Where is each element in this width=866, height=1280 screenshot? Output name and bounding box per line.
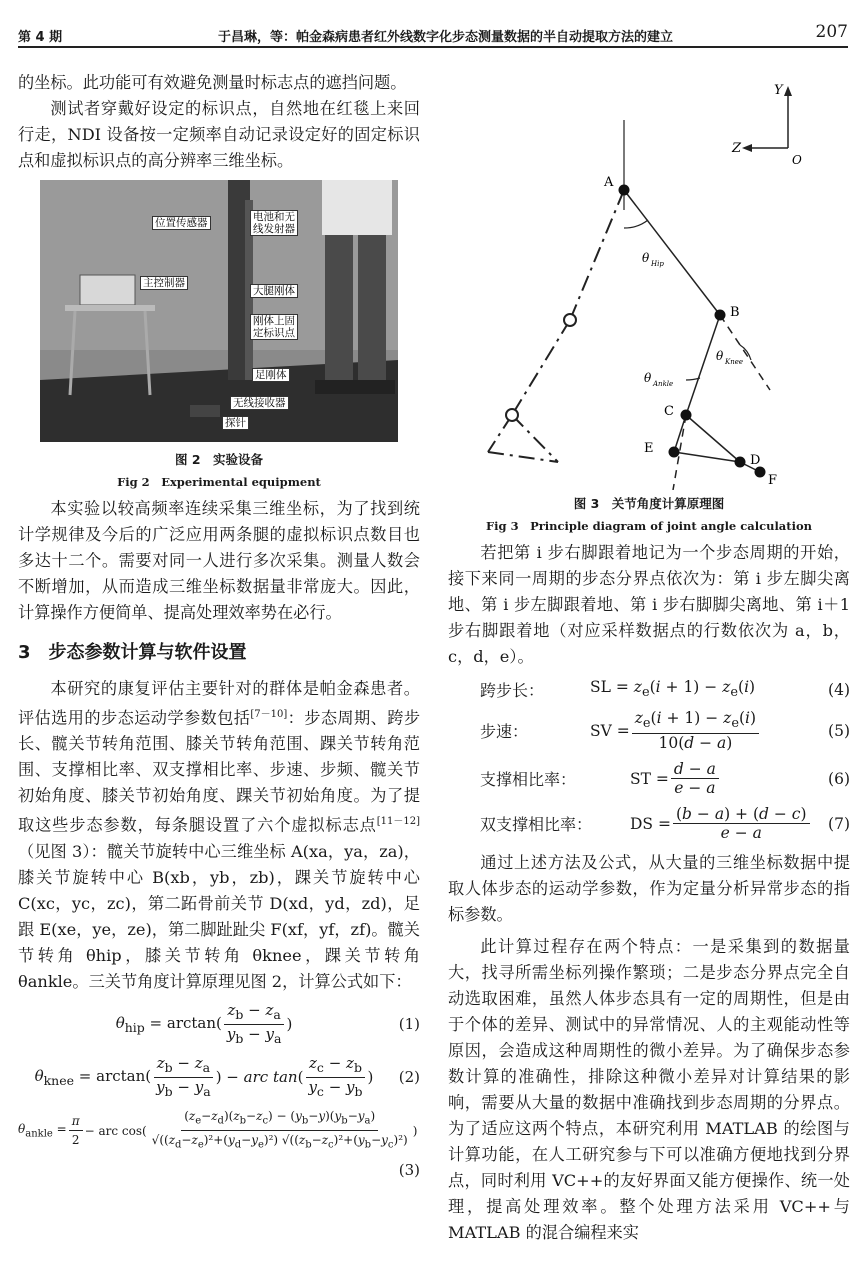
- right-column: [448, 60, 850, 1246]
- paragraph-parameters: [18, 676, 420, 995]
- joint-angle-diagram: [448, 60, 850, 490]
- figure-3-diagram: [448, 60, 850, 490]
- label-rigid-body-markers: 刚体上固 定标识点: [250, 314, 298, 340]
- point-c-ankle: [681, 410, 692, 421]
- figure-2-caption-cn: 图 2 实验设备: [174, 452, 264, 467]
- left-column: [18, 70, 420, 1179]
- left-knee-marker: [564, 314, 576, 326]
- point-b-label: B: [730, 305, 740, 320]
- equation-7-number: (7): [828, 814, 850, 833]
- equation-4: 跨步长： SL = $z_e(i + 1) - z_e(i)$ (4): [448, 678, 850, 701]
- equation-6-label: 支撑相比率：: [480, 770, 577, 790]
- figure-3-caption-en: Fig 3 Principle diagram of joint angle calculation: [486, 519, 812, 533]
- paragraph-parameters-part-3: （见图 3）：髋关节旋转中心三维坐标 A(xa，ya，za)，膝关节旋转中心 B(xb，yb，zb)，踝关节旋转中心 C(xc，yc，zc)，第二跖骨前关节 D(xd，yd，zd)，足跟 E(xe，ye，ze)，第二脚趾趾尖 F(xf，yf，zf)。髋关节转角 θhip，膝关节转角 θknee，踝关节转角 θankle。三关节角度计算原理见图 2，计算公式如下：: [18, 841, 420, 991]
- theta-hip-label: θ: [642, 251, 650, 265]
- citation-11-12: [11－12]: [376, 816, 420, 828]
- label-battery-transmitter: 电池和无 线发射器: [250, 210, 298, 236]
- label-wireless-receiver: 无线接收器: [230, 396, 289, 410]
- label-main-controller: 主控制器: [140, 276, 188, 290]
- section-title: 3 步态参数计算与软件设置: [18, 642, 247, 663]
- point-a-label: A: [604, 175, 614, 190]
- point-b-knee: [715, 310, 726, 321]
- shank-segment: [686, 315, 720, 415]
- equation-5: 步速： SV = $\frac{z_e(i + 1) - z_e(i)}{10(d - a)}$ (5): [448, 709, 850, 752]
- label-probe: 探针: [222, 416, 249, 430]
- equation-1: $\theta_{hip} = \arctan$( $\frac{z_b - z_a}{y_b - y_a}$ ) (1): [115, 1000, 420, 1046]
- paragraph-intro: 的坐标。此功能可有效避免测量时标志点的遮挡问题。: [18, 73, 407, 92]
- equipment-photo-illustration: [40, 180, 398, 442]
- left-foot-dashdot: [488, 452, 558, 462]
- point-d-metatarsal: [735, 457, 746, 468]
- issue-label: 第 4 期: [18, 30, 63, 45]
- paragraph-sampling: 本实验以较高频率连续采集三维坐标，为了找到统计学规律及今后的广泛应用两条腿的虚拟标识点数目也多达十二个。需要对同一人进行多次采集。测量人数会不断增加，从而造成三维坐标数据量非常庞大。因此，计算操作方便简单、提高处理效率势在必行。: [18, 499, 420, 622]
- equation-7-label: 双支撑相比率：: [480, 815, 593, 835]
- equation-4-label: 跨步长：: [480, 681, 545, 700]
- citation-7-10: [7－10]: [250, 709, 288, 720]
- theta-hip-subscript: Hip: [651, 260, 664, 268]
- paragraph-parameters-part-1: 本研究的康复评估主要针对的群体是帕金森患者。评估选用的步态运动学参数包括: [18, 679, 420, 728]
- running-title: 于昌琳，等：帕金森病患者红外线数字化步态测量数据的半自动提取方法的建立: [218, 30, 674, 45]
- paragraph-gait-cycle: 若把第 i 步右脚跟着地记为一个步态周期的开始，接下来同一周期的步态分界点依次为：第 i 步左脚尖离地、第 i 步左脚跟着地、第 i 步右脚脚尖离地、第 i＋1 步右脚跟着地（对应采样数据点的行数依次为 a，b，c，d，e）。: [448, 543, 850, 666]
- point-f-label: F: [768, 473, 778, 488]
- point-e-heel: [669, 447, 680, 458]
- figure-2-photo: [40, 180, 398, 442]
- point-d-label: D: [750, 453, 761, 468]
- theta-ankle-subscript: Ankle: [653, 380, 674, 388]
- left-ankle-foot-dashdot: [512, 415, 558, 462]
- equation-3: $\theta_{ankle}$ = $\frac{\pi}{2}$ − arc cos( $\frac{(z_e-z_d)(z_b-z_c) - (y_b-y)(y_b-y_a)}{√((z_d-z_e)^2+(y_d-y_e)^2) √((z_b-z_c)^2+(y_b-y_c)^2)}$ ): [18, 1108, 418, 1151]
- equation-6: 支撑相比率： ST = $\frac{d - a}{e - a}$ (6): [448, 760, 850, 797]
- thigh-extension-dashed: [720, 315, 770, 390]
- equation-1-number: (1): [398, 1015, 420, 1034]
- paragraph-extraction: 通过上述方法及公式，从大量的三维坐标数据中提取人体步态的运动学参数，作为定量分析异常步态的指标参数。: [448, 853, 850, 925]
- paragraph-parameters-part-2: ：步态周期、跨步长、髋关节转角范围、膝关节转角范围、踝关节转角范围、支撑相比率、双支撑相比率、步速、步频、髋关节初始角度、膝关节初始角度、踝关节初始角度。为了提取这些步态参数，每条腿设置了六个虚拟标志点: [18, 708, 421, 835]
- label-thigh-rigid-body: 大腿刚体: [250, 284, 298, 298]
- axis-y-label: Y: [774, 83, 783, 98]
- point-c-label: C: [664, 404, 674, 419]
- axis-o-label: O: [792, 153, 802, 167]
- page-number: 207: [815, 22, 848, 42]
- point-a-hip: [619, 185, 630, 196]
- y-axis-arrow: [784, 86, 792, 96]
- paragraph-wearing: 测试者穿戴好设定的标识点，自然地在红毯上来回行走，NDI 设备按一定频率自动记录设定好的固定标识点和虚拟标识点的高分辨率三维坐标。: [18, 99, 420, 170]
- thigh-segment: [624, 190, 720, 315]
- theta-knee-label: θ: [716, 349, 724, 363]
- equation-3-number: (3): [398, 1160, 420, 1179]
- figure-3-caption-cn: 图 3 关节角度计算原理图: [573, 496, 725, 511]
- point-f-toe: [755, 467, 766, 478]
- label-foot-rigid-body: 足刚体: [252, 368, 290, 382]
- equation-6-number: (6): [828, 769, 850, 788]
- left-thigh-dashdot: [570, 190, 624, 320]
- running-header: [18, 22, 848, 48]
- equation-4-number: (4): [828, 680, 850, 699]
- z-axis-arrow: [742, 144, 752, 152]
- left-ankle-marker: [506, 409, 518, 421]
- label-position-sensor: 位置传感器: [152, 216, 211, 230]
- left-shank-dashdot: [512, 320, 570, 415]
- hip-angle-arc: [624, 220, 648, 228]
- equation-5-label: 步速：: [480, 722, 529, 742]
- point-e-label: E: [644, 441, 654, 456]
- equation-7: 双支撑相比率： DS = $\frac{(b - a) + (d - c)}{e - a}$ (7): [448, 805, 850, 842]
- theta-ankle-label: θ: [644, 371, 652, 385]
- theta-knee-subscript: Knee: [725, 358, 744, 366]
- paragraph-characteristics: 此计算过程存在两个特点：一是采集到的数据量大，找寻所需坐标列操作繁琐；二是步态分界点完全自动选取困难，虽然人体步态具有一定的周期性，但是由于个体的差异、测试中的异常情况、人的主观能动性等原因，会造成这种周期性的微小差异。为了确保步态参数计算的准确性，排除这种微小差异对计算结果的影响，需要从大量的数据中准确找到步态周期的分界点。为了适应这两个特点，本研究利用 MATLAB 的绘图与计算功能，在人工研究参与下可以准确方便地找到分界点，同时利用 VC++的友好界面又能方便操作、统一处理，提高处理效率。整个处理方法采用 VC++与 MATLAB 的混合编程来实: [448, 937, 850, 1243]
- axis-z-label: Z: [732, 141, 742, 156]
- equation-2: $\theta_{knee} = \arctan$( $\frac{z_b - z_a}{y_b - y_a}$ ) − arc tan( $\frac{z_c - z_b}{y_c - y_b}$ ) (2): [34, 1053, 420, 1099]
- figure-2-caption-en: Fig 2 Experimental equipment: [117, 475, 321, 489]
- equation-5-number: (5): [828, 721, 850, 740]
- equation-2-number: (2): [398, 1068, 420, 1087]
